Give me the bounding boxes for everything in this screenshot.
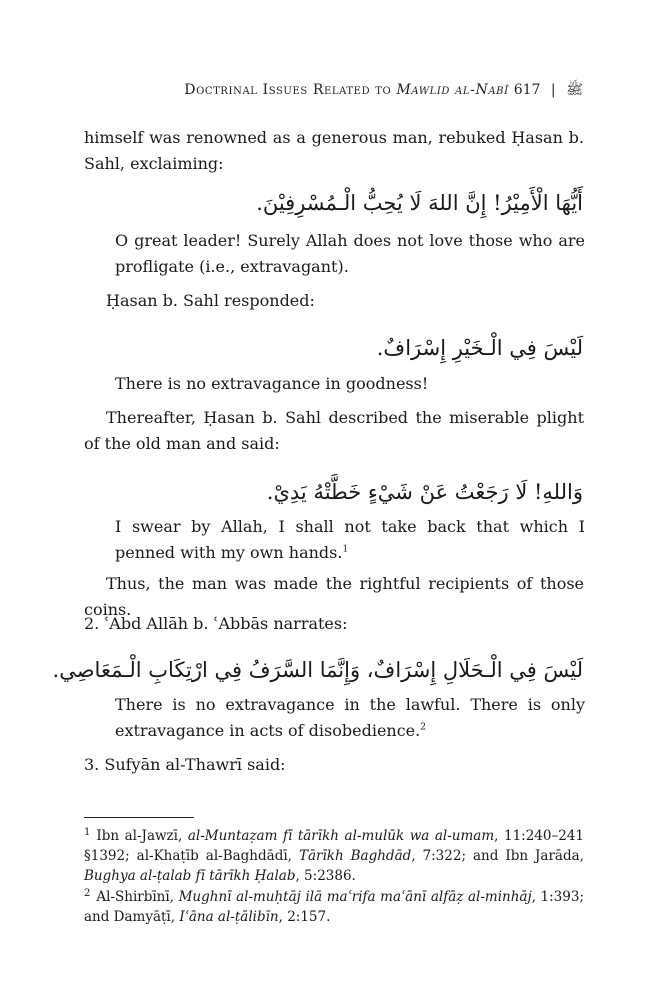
translation-3-text: I swear by Allah, I shall not take back that which I penned with my own hands. xyxy=(115,517,585,562)
translation-2: There is no extravagance in goodness! xyxy=(115,374,429,393)
arabic-quote-2: لَيْسَ فِي الْـخَيْرِ إِسْرَافٌ. xyxy=(376,336,583,360)
arabic-quote-3: وَاللهِ! لَا رَجَعْتُ عَنْ شَيْءٍ خَطَّتْهُ يَدِيْ. xyxy=(266,480,583,504)
footnote-2-title: Mughnī al-muḥtāj ilā maʿrifa maʿānī alfāẓ al-minhāj xyxy=(178,889,532,905)
arabic-quote-1: أَيُّهَا الْأَمِيْرُ! إِنَّ اللهَ لَا يُحِبُّ الْـمُسْرِفِيْنَ. xyxy=(256,191,583,215)
page-number: 617 xyxy=(513,82,541,98)
list-item-3-number: 3. xyxy=(84,755,100,774)
translation-4-text: There is no extravagance in the lawful. There is only extravagance in acts of disobedience. xyxy=(115,695,585,740)
translation-3 xyxy=(115,514,585,566)
footnote-1 xyxy=(84,826,584,886)
footnote-2-number: 2 xyxy=(84,887,91,899)
list-item-3 xyxy=(84,752,286,778)
footnote-2-ref: , 1:393; and Damyāṭī, xyxy=(84,889,584,925)
footnote-1-author: Ibn al-Jawzī, xyxy=(96,828,188,844)
paragraph-2: Ḥasan b. Sahl responded: xyxy=(106,291,315,310)
translation-4 xyxy=(115,692,585,744)
list-item-2 xyxy=(84,611,348,637)
footnote-1-ref: , 11:240–241 §1392; al-Khaṭīb al-Baghdādī, xyxy=(84,828,585,864)
paragraph-3: Thereafter, Ḥasan b. Sahl described the miserable plight of the old man and said: xyxy=(84,408,584,453)
footnote-1-ref-2: , 7:322; and Ibn Jarāda, xyxy=(411,848,584,864)
arabic-quote-4: لَيْسَ فِي الْـحَلَالِ إِسْرَافٌ، وَإِنَّمَا السَّرَفُ فِي ارْتِكَابِ الْـمَعَاصِي. xyxy=(52,658,583,682)
footnote-1-title: al-Muntaẓam fī tārīkh al-mulūk wa al-umam xyxy=(187,828,495,844)
translation-1: O great leader! Surely Allah does not love those who are profligate (i.e., extravagant). xyxy=(115,231,585,276)
list-item-2-number: 2. xyxy=(84,614,100,633)
footnote-1-title-3: Bughya al-ṭalab fī tārīkh Ḥalab xyxy=(84,868,296,884)
paragraph-4: Thus, the man was made the rightful recipients of those coins. xyxy=(84,574,584,619)
footnote-2-title-2: Iʿāna al-ṭālibīn xyxy=(179,909,279,925)
footnote-2 xyxy=(84,887,584,927)
running-header xyxy=(184,81,583,101)
running-head-italic: Mawlid al-Nabī xyxy=(396,82,509,98)
footnote-2-author: Al-Shirbīnī, xyxy=(96,889,179,905)
footnote-ref-1[interactable]: 1 xyxy=(342,544,349,555)
list-item-2-text: ʿAbd Allāh b. ʿAbbās narrates: xyxy=(104,614,348,633)
list-item-3-text: Sufyān al-Thawrī said: xyxy=(104,755,286,774)
paragraph-1: himself was renowned as a generous man, rebuked Ḥasan b. Sahl, exclaiming: xyxy=(84,128,584,173)
running-head-title: Doctrinal Issues Related to xyxy=(184,82,392,98)
footnote-1-title-2: Tārīkh Baghdād xyxy=(298,848,412,864)
footnote-2-ref-2: , 2:157. xyxy=(278,909,331,925)
footnote-1-ref-3: , 5:2386. xyxy=(295,868,356,884)
footnote-1-number: 1 xyxy=(84,826,91,838)
footnote-ref-2[interactable]: 2 xyxy=(420,722,426,733)
footnote-separator xyxy=(84,817,194,818)
header-divider: | xyxy=(550,82,556,98)
honorific-glyph: ﷺ xyxy=(566,82,583,98)
